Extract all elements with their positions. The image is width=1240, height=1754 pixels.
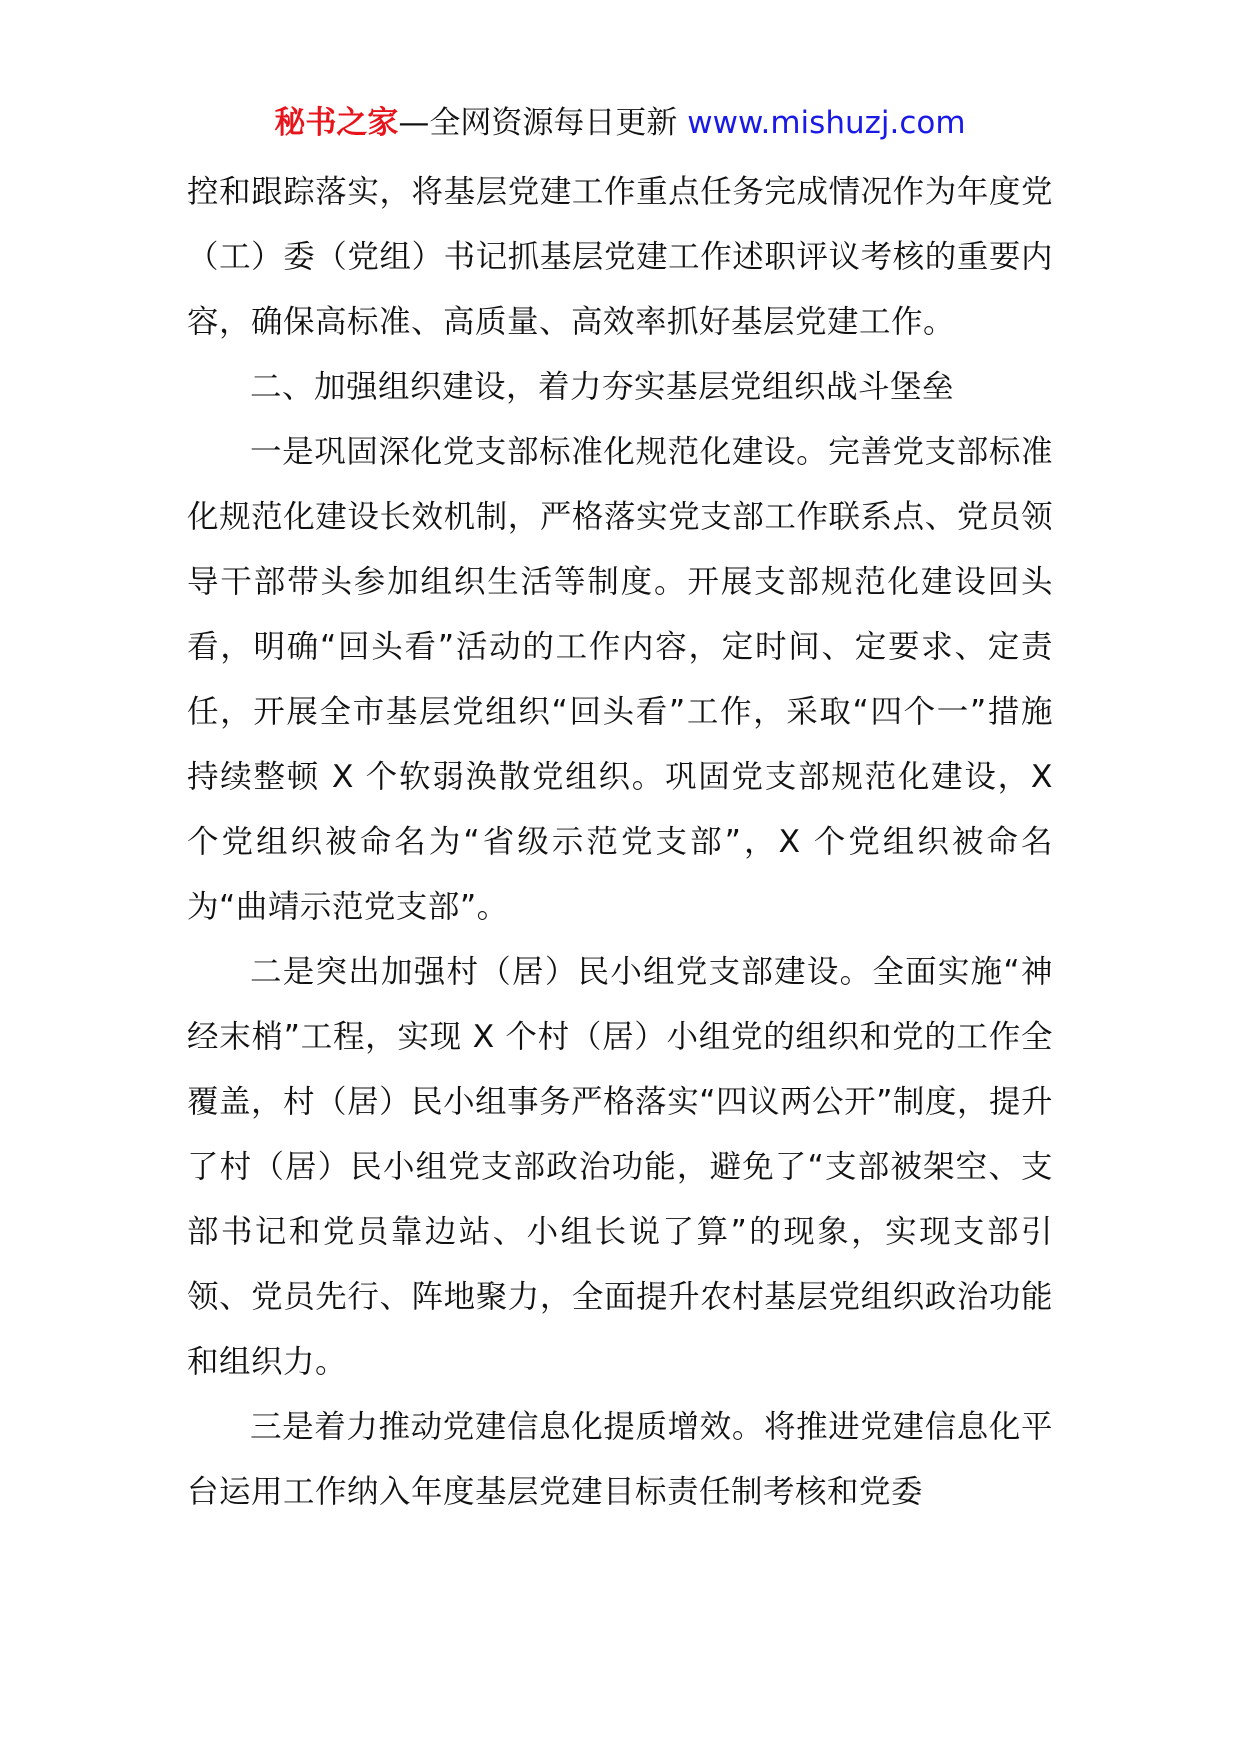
paragraph-item-3: 三是着力推动党建信息化提质增效。将推进党建信息化平台运用工作纳入年度基层党建目标责任制考核和党委 — [187, 1409, 1053, 1510]
section-heading: 二、加强组织建设，着力夯实基层党组织战斗堡垒 — [250, 369, 955, 405]
document-body — [187, 160, 1053, 1525]
page-header — [0, 100, 1240, 146]
header-brand: 秘书之家 — [274, 105, 399, 141]
header-tagline: —全网资源每日更新 — [398, 105, 678, 141]
paragraph-item-2: 二是突出加强村（居）民小组党支部建设。全面实施“神经末梢”工程，实现 X 个村（居）小组党的组织和党的工作全覆盖，村（居）民小组事务严格落实“四议两公开”制度，提升了村（居）民小组党支部政治功能，避免了“支部被架空、支部书记和党员靠边站、小组长说了算”的现象，实现支部引领、党员先行、阵地聚力，全面提升农村基层党组织政治功能和组织力。 — [187, 954, 1053, 1380]
header-url-link[interactable]: www.mishuzj.com — [687, 105, 966, 141]
paragraph-item-1: 一是巩固深化党支部标准化规范化建设。完善党支部标准化规范化建设长效机制，严格落实党支部工作联系点、党员领导干部带头参加组织生活等制度。开展支部规范化建设回头看，明确“回头看”活动的工作内容，定时间、定要求、定责任，开展全市基层党组织“回头看”工作，采取“四个一”措施持续整顿 X 个软弱涣散党组织。巩固党支部规范化建设，X 个党组织被命名为“省级示范党支部”，X 个党组织被命名为“曲靖示范党支部”。 — [187, 434, 1053, 925]
paragraph-continuation: 控和跟踪落实，将基层党建工作重点任务完成情况作为年度党（工）委（党组）书记抓基层党建工作述职评议考核的重要内容，确保高标准、高质量、高效率抓好基层党建工作。 — [187, 174, 1053, 340]
